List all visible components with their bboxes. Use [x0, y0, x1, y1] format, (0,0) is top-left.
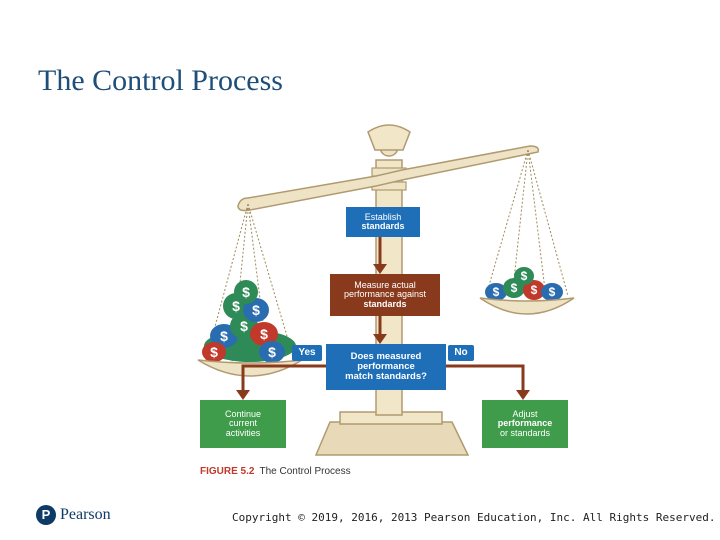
pearson-mark-icon: P: [36, 505, 56, 525]
establish-line2: standards: [361, 221, 405, 231]
figure-number: FIGURE 5.2: [200, 466, 255, 477]
continue-line3: activities: [225, 427, 261, 438]
no-label: No: [448, 345, 474, 361]
pearson-wordmark: Pearson: [60, 506, 111, 523]
pearson-logo: [36, 505, 111, 525]
svg-text:$: $: [520, 269, 528, 283]
slide-title: The Control Process: [38, 64, 283, 97]
svg-text:$: $: [210, 344, 218, 360]
adjust-line3: or standards: [499, 427, 551, 438]
establish-standards-box: [346, 207, 420, 237]
right-scale-pan: [480, 298, 574, 314]
continue-line2: current: [228, 418, 257, 429]
yes-label: Yes: [292, 345, 322, 361]
adjust-line2: performance: [497, 418, 553, 429]
right-money-pile: [485, 267, 563, 301]
svg-text:$: $: [232, 298, 240, 314]
svg-text:$: $: [240, 318, 248, 334]
svg-text:$: $: [510, 281, 518, 295]
continue-activities-box: [200, 400, 286, 448]
svg-text:$: $: [268, 344, 276, 360]
measure-line1: Measure actual: [354, 279, 416, 290]
svg-text:$: $: [220, 328, 228, 344]
svg-text:$: $: [242, 284, 250, 300]
measure-line2: performance against: [343, 289, 427, 300]
continue-line1: Continue: [224, 408, 262, 419]
svg-text:$: $: [252, 302, 260, 318]
decision-line2: performance: [357, 361, 415, 373]
measure-line3: standards: [363, 298, 407, 309]
svg-text:$: $: [548, 285, 556, 299]
measure-performance-box: [330, 274, 440, 316]
adjust-performance-box: [482, 400, 568, 448]
figure-caption: [200, 466, 351, 477]
adjust-line1: Adjust: [512, 408, 538, 419]
scale-base: [316, 412, 468, 455]
decision-line1: Does measured: [350, 351, 422, 363]
decision-line3: match standards?: [345, 370, 427, 382]
decision-box: [326, 344, 446, 390]
svg-text:$: $: [492, 285, 500, 299]
figure-caption-text: The Control Process: [259, 466, 351, 477]
establish-line1: Establish: [364, 211, 402, 222]
svg-text:$: $: [530, 283, 538, 297]
svg-text:$: $: [260, 326, 268, 342]
copyright-notice: Copyright © 2019, 2016, 2013 Pearson Education, Inc. All Rights Reserved.: [232, 511, 716, 524]
left-scale-pan: [198, 360, 302, 376]
